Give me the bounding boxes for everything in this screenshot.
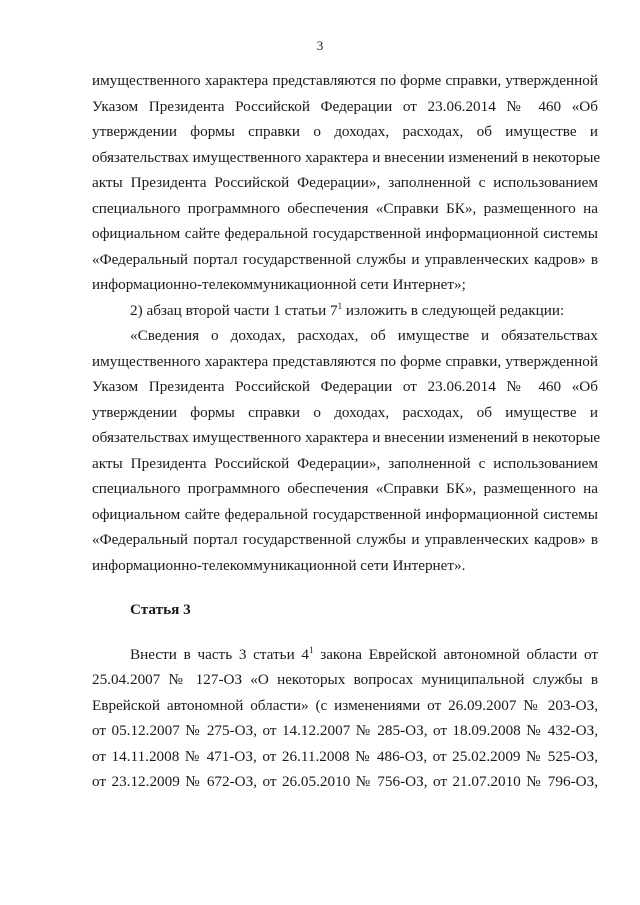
article-3-heading: Статья 3: [130, 601, 191, 618]
text-line: [92, 642, 598, 668]
paragraph-2: [92, 323, 601, 578]
text-line: имущественного характера представляются по форме справки, утвержденной: [92, 352, 598, 370]
text-line: от 05.12.2007 № 275-ОЗ, от 14.12.2007 № 285-ОЗ, от 18.09.2008 № 432-ОЗ,: [92, 722, 598, 739]
item-2-line: [92, 298, 598, 324]
page-number: 3: [316, 38, 324, 53]
text-line: акты Президента Российской Федерации», заполненной с использованием: [92, 454, 598, 472]
text-line: «Федеральный портал государственной службы и управленческих кадров» в: [92, 531, 598, 548]
text-line: информационно-телекоммуникационной сети Интернет».: [92, 556, 466, 574]
article-3-first-text: Внести в часть 3 статьи 4: [130, 645, 309, 663]
text-line: официальном сайте федеральной государственной информационной системы: [92, 225, 598, 242]
article-3-body: [92, 642, 598, 795]
text-line: имущественного характера представляются по форме справки, утвержденной: [92, 72, 598, 89]
text-line: информационно-телекоммуникационной сети Интернет»;: [92, 276, 466, 293]
text-line: утверждении формы справки о доходах, расходах, об имуществе и: [92, 403, 598, 421]
text-line: специального программного обеспечения «Справки БК», размещенного на: [92, 480, 598, 497]
text-line: от 23.12.2009 № 672-ОЗ, от 26.05.2010 № 756-ОЗ, от 21.07.2010 № 796-ОЗ,: [92, 773, 598, 790]
text-line: 25.04.2007 № 127-ОЗ «О некоторых вопросах муниципальной службы в: [92, 671, 598, 688]
text-line: обязательствах имущественного характера и внесении изменений в некоторые: [92, 429, 601, 446]
document-body: [92, 68, 601, 795]
text-line: Указом Президента Российской Федерации от 23.06.2014 № 460 «Об: [92, 97, 598, 115]
text-line: от 14.11.2008 № 471-ОЗ, от 26.11.2008 № 486-ОЗ, от 25.02.2009 № 525-ОЗ,: [92, 747, 598, 765]
text-line: «Сведения о доходах, расходах, об имуществе и обязательствах: [130, 327, 598, 344]
text-line: специального программного обеспечения «Справки БК», размещенного на: [92, 199, 598, 217]
superscript: 1: [309, 644, 314, 655]
text-line: обязательствах имущественного характера и внесении изменений в некоторые: [92, 148, 601, 166]
item-2-text: 2) абзац второй части 1 статьи 7: [130, 301, 338, 319]
article-3-first-tail: закона Еврейской автономной области от: [313, 645, 599, 663]
superscript: 1: [337, 300, 343, 311]
text-line: утверждении формы справки о доходах, расходах, об имуществе и: [92, 123, 598, 140]
paragraph-1: [92, 68, 601, 298]
text-line: Указом Президента Российской Федерации от 23.06.2014 № 460 «Об: [92, 378, 598, 395]
item-2-text-tail: изложить в следующей редакции:: [342, 301, 565, 319]
text-line: официальном сайте федеральной государственной информационной системы: [92, 505, 598, 523]
text-line: Еврейской автономной области» (с изменениями от 26.09.2007 № 203-ОЗ,: [92, 696, 598, 714]
text-line: акты Президента Российской Федерации», заполненной с использованием: [92, 174, 598, 191]
text-line: «Федеральный портал государственной службы и управленческих кадров» в: [92, 250, 598, 268]
